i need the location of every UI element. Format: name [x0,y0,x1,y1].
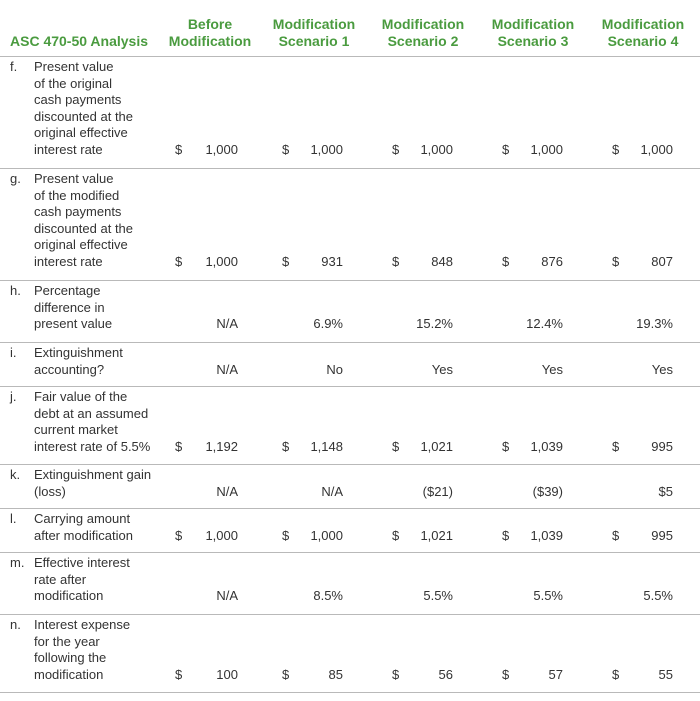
cell-value: 1,039 [530,438,563,454]
header-col-line: Modification [168,33,252,49]
cell-value: 1,000 [420,142,453,157]
cell-currency: $ [612,527,620,543]
row-label-line: Extinguishment [34,345,123,360]
cell-value: Yes [651,361,673,377]
cell-currency: $ [392,666,400,682]
row-label-text [34,617,174,683]
cell-value: 1,021 [420,527,453,543]
row-label-line: after modification [34,527,133,543]
row-label-line: following the [34,650,107,666]
cell-value: N/A [216,316,238,332]
row-letter: k. [10,467,21,482]
row-letter: n. [10,617,21,632]
row-label-line: Interest expense [34,617,131,632]
cell-currency: $ [282,666,290,682]
table-row [0,614,700,693]
row-label-line: debt at an assumed [34,405,149,421]
cell-value: ($21) [422,483,453,499]
cell-value: 1,000 [310,527,343,543]
cell-currency: $ [502,254,510,269]
row-letter: j. [10,389,17,404]
header-col-line: Modification [491,16,575,32]
cell-currency: $ [392,527,400,543]
cell-value: 1,021 [420,438,453,454]
cell-value: 995 [651,438,673,454]
row-letter: i. [10,345,17,360]
cell-value: 1,000 [530,142,563,157]
row-label-line: Carrying amount [34,511,131,526]
table-row [0,508,700,553]
cell-value: 12.4% [526,316,563,332]
cell-value: 1,192 [205,438,238,454]
row-label-line: interest rate of 5.5% [34,438,151,454]
row-label-line: Present value [34,59,114,74]
cell-value: N/A [216,588,238,604]
header-analysis-title: ASC 470-50 Analysis [10,33,148,49]
cell-value: 56 [438,666,453,682]
cell-currency: $ [282,142,290,157]
row-label-line: modification [34,588,104,604]
row-label-line: Effective interest [34,555,130,570]
cell-value: 1,000 [640,142,673,157]
cell-value: No [326,361,343,377]
cell-currency: $ [502,666,510,682]
cell-currency: $ [175,254,183,269]
header-col-3 [368,16,478,50]
cell-value: 5.5% [423,588,453,604]
cell-currency: $ [502,438,510,454]
cell-currency: $ [175,142,183,157]
cell-value: 1,148 [310,438,343,454]
row-label-line: interest rate [34,253,103,269]
cell-currency: $ [175,438,183,454]
row-label-text [34,511,174,544]
cell-value: 5.5% [533,588,563,604]
header-col-5 [588,16,698,50]
row-label-line: cash payments [34,204,122,220]
cell-value: 995 [651,527,673,543]
row-label-line: Fair value of the [34,389,128,404]
table-row [0,168,700,281]
cell-value: 848 [431,254,453,269]
row-label-text [34,555,174,605]
row-letter: f. [10,59,18,74]
row-label-line: discounted at the [34,220,134,236]
header-col-1 [155,16,265,50]
cell-value: 8.5% [313,588,343,604]
cell-value: Yes [431,361,453,377]
row-label-line: of the original [34,75,113,91]
row-label-line: Extinguishment gain [34,467,152,482]
cell-value: 876 [541,254,563,269]
cell-value: 100 [216,666,238,682]
row-letter: l. [10,511,17,526]
header-col-line: Modification [272,16,356,32]
row-label-line: for the year [34,633,100,649]
table-row [0,342,700,387]
header-col-line: Before [187,16,233,32]
header-col-line: Scenario 1 [278,33,350,49]
row-label-text [34,59,174,159]
header-col-4 [478,16,588,50]
cell-value: $5 [658,483,673,499]
cell-value: 6.9% [313,316,343,332]
cell-currency: $ [612,666,620,682]
cell-currency: $ [282,254,290,269]
header-col-line: Scenario 2 [387,33,459,49]
row-label-line: original effective [34,237,128,253]
row-label-line: present value [34,316,113,332]
cell-currency: $ [392,438,400,454]
cell-value: 85 [328,666,343,682]
row-label-line: original effective [34,125,128,141]
header-col-line: Scenario 4 [607,33,679,49]
table-row [0,464,700,509]
header-col-line: Scenario 3 [497,33,569,49]
row-label-line: Present value [34,171,114,186]
cell-currency: $ [282,527,290,543]
row-label-line: interest rate [34,141,103,157]
cell-value: 55 [658,666,673,682]
header-col-2 [259,16,369,50]
table-row [0,56,700,169]
cell-currency: $ [612,142,620,157]
row-label-text [34,171,174,271]
cell-currency: $ [175,527,183,543]
cell-value: 19.3% [636,316,673,332]
cell-currency: $ [502,142,510,157]
table-row [0,386,700,465]
row-label-text [34,467,174,500]
cell-value: 1,000 [205,254,238,269]
row-label-line: difference in [34,299,105,315]
cell-value: 931 [321,254,343,269]
cell-value: 807 [651,254,673,269]
table-bottom-rule [0,692,700,693]
row-letter: m. [10,555,25,570]
row-label-line: (loss) [34,483,66,499]
row-letter: g. [10,171,21,186]
cell-value: Yes [541,361,563,377]
cell-value: 57 [548,666,563,682]
cell-currency: $ [392,254,400,269]
cell-value: 1,000 [205,142,238,157]
cell-currency: $ [612,438,620,454]
cell-value: 1,000 [310,142,343,157]
row-label-text [34,283,174,333]
cell-value: 15.2% [416,316,453,332]
row-label-line: accounting? [34,361,105,377]
row-label-line: discounted at the [34,108,134,124]
row-label-text [34,345,174,378]
row-letter: h. [10,283,21,298]
row-label-line: rate after [34,571,87,587]
row-label-line: of the modified [34,187,120,203]
table-row [0,552,700,615]
row-label-line: current market [34,422,118,438]
row-label-text [34,389,174,455]
cell-currency: $ [282,438,290,454]
table-header [0,0,700,56]
header-col-line: Modification [381,16,465,32]
cell-value: 5.5% [643,588,673,604]
cell-currency: $ [612,254,620,269]
cell-value: N/A [216,483,238,499]
cell-currency: $ [175,666,183,682]
cell-value: 1,039 [530,527,563,543]
cell-value: ($39) [532,483,563,499]
cell-value: N/A [216,361,238,377]
row-label-line: modification [34,666,104,682]
header-col-line: Modification [601,16,685,32]
table-row [0,280,700,343]
cell-value: 1,000 [205,527,238,543]
cell-currency: $ [502,527,510,543]
row-label-line: cash payments [34,92,122,108]
cell-value: N/A [321,483,343,499]
row-label-line: Percentage [34,283,101,298]
cell-currency: $ [392,142,400,157]
